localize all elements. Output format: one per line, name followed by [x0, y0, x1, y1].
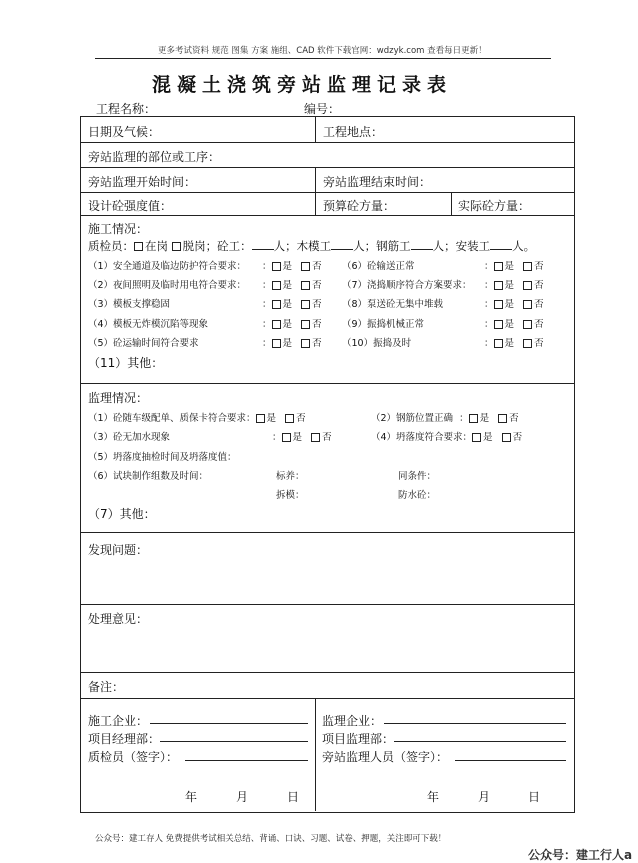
supervision-item-1: （1）砼随车级配单、质保卡符合要求： 是 否 — [88, 413, 306, 424]
checklist-left-checks: ： 是 否 — [262, 338, 322, 349]
checkbox-yes[interactable] — [282, 433, 291, 442]
checkbox-no[interactable] — [301, 281, 310, 290]
header-note: 更多考试资料 规范 图集 方案 施组、CAD 软件下载官网：wdzyk.com 查看每日更新！ — [158, 46, 487, 56]
checkbox-no[interactable] — [502, 433, 511, 442]
start-time-field: 旁站监理开始时间： — [88, 175, 197, 189]
end-time-field: 旁站监理结束时间： — [323, 175, 432, 189]
checkbox-no[interactable] — [523, 320, 532, 329]
checkbox-yes[interactable] — [472, 433, 481, 442]
project-name-label: 工程名称： — [96, 102, 157, 116]
checkbox-yes[interactable] — [494, 300, 503, 309]
header-divider — [95, 58, 551, 59]
checklist-left-checks: ： 是 否 — [262, 319, 322, 330]
checkbox-no[interactable] — [523, 262, 532, 271]
right-year: 年 — [427, 790, 440, 804]
checkbox-yes[interactable] — [272, 281, 281, 290]
standard-cure-label: 标养： — [276, 471, 305, 482]
checkbox-no[interactable] — [285, 414, 294, 423]
staff-line: 质检员： 在岗 脱岗；砼工： 人；木模工 人；钢筋工 人；安装工 人。 — [88, 239, 536, 253]
supervision-item-7: （7）其他： — [88, 507, 156, 521]
checklist-left-item: （2）夜间照明及临时用电符合要求： — [88, 280, 247, 291]
budget-volume-field: 预算砼方量： — [323, 199, 396, 213]
contractor-label: 施工企业： — [88, 714, 149, 728]
checklist-left-checks: ： 是 否 — [262, 280, 322, 291]
checkbox-yes[interactable] — [494, 320, 503, 329]
part-field: 旁站监理的部位或工序： — [88, 150, 221, 164]
checkbox-yes[interactable] — [494, 339, 503, 348]
checklist-left-item: （4）模板无炸模沉陷等现象 — [88, 319, 209, 330]
supervision-item-3-checks: ： 是 否 — [272, 432, 332, 443]
project-manager-label: 项目经理部： — [88, 732, 161, 746]
left-month: 月 — [236, 790, 249, 804]
checkbox-no[interactable] — [523, 281, 532, 290]
checkbox-no[interactable] — [523, 300, 532, 309]
checkbox-yes[interactable] — [256, 414, 265, 423]
project-dept-line — [394, 741, 566, 742]
on-duty-checkbox[interactable] — [134, 242, 143, 251]
checklist-right-checks: ： 是 否 — [484, 261, 544, 272]
checklist-right-item: （6）砼输送正常 — [342, 261, 415, 272]
checkbox-no[interactable] — [523, 339, 532, 348]
checklist-right-checks: ： 是 否 — [484, 338, 544, 349]
footer-note: 公众号：建工存人 免费提供考试相关总结、背诵、口诀、习题、试卷、押题，关注即可下载！ — [95, 834, 447, 844]
number-label: 编号： — [304, 102, 341, 116]
checklist-left-item: （1）安全通道及临边防护符合要求： — [88, 261, 247, 272]
strength-field: 设计砼强度值： — [88, 199, 173, 213]
record-table — [80, 116, 575, 813]
supervisor-sign-label: 旁站监理人员（签字）： — [322, 750, 449, 764]
off-duty-checkbox[interactable] — [172, 242, 181, 251]
checkbox-yes[interactable] — [469, 414, 478, 423]
checkbox-yes[interactable] — [272, 320, 281, 329]
date-weather-field: 日期及气候： — [88, 125, 161, 139]
checklist-right-item: （10）振捣及时 — [342, 338, 412, 349]
checklist-right-checks: ： 是 否 — [484, 280, 544, 291]
construction-other: （11）其他： — [88, 356, 164, 370]
issues-label: 发现问题： — [88, 543, 149, 557]
checklist-left-checks: ： 是 否 — [262, 299, 322, 310]
supervision-item-5: （5）坍落度抽检时间及坍落度值： — [88, 452, 237, 463]
checkbox-yes[interactable] — [272, 262, 281, 271]
waterproof-label: 防水砼： — [398, 490, 437, 501]
checkbox-no[interactable] — [301, 262, 310, 271]
supervisor-sign-line — [455, 760, 566, 761]
demold-label: 拆模： — [276, 490, 305, 501]
supervision-item-4: （4）坍落度符合要求： 是 否 — [371, 432, 523, 443]
construction-heading: 施工情况： — [88, 222, 149, 236]
checklist-left-checks: ： 是 否 — [262, 261, 322, 272]
form-title: 混凝土浇筑旁站监理记录表 — [152, 74, 453, 96]
supervision-item-6: （6）试块制作组数及时间： — [88, 471, 209, 482]
checkbox-no[interactable] — [498, 414, 507, 423]
checkbox-yes[interactable] — [272, 300, 281, 309]
checkbox-no[interactable] — [311, 433, 320, 442]
watermark: 公众号：建工行人a — [528, 848, 633, 862]
supervision-item-3: （3）砼无加水现象 — [88, 432, 171, 443]
checklist-right-checks: ： 是 否 — [484, 299, 544, 310]
left-day: 日 — [287, 790, 300, 804]
right-day: 日 — [528, 790, 541, 804]
checklist-right-checks: ： 是 否 — [484, 319, 544, 330]
checklist-right-item: （9）振捣机械正常 — [342, 319, 425, 330]
left-year: 年 — [185, 790, 198, 804]
project-manager-line — [160, 741, 308, 742]
checkbox-no[interactable] — [301, 339, 310, 348]
checklist-left-item: （5）砼运输时间符合要求 — [88, 338, 199, 349]
opinion-label: 处理意见： — [88, 612, 149, 626]
checkbox-yes[interactable] — [494, 262, 503, 271]
supervision-heading: 监理情况： — [88, 391, 149, 405]
same-condition-label: 同条件： — [398, 471, 437, 482]
location-field: 工程地点： — [323, 125, 384, 139]
checklist-right-item: （7）浇捣顺序符合方案要求： — [342, 280, 472, 291]
checklist-left-item: （3）模板支撑稳固 — [88, 299, 171, 310]
checklist-right-item: （8）泵送砼无集中堆载 — [342, 299, 444, 310]
supervisor-company-label: 监理企业： — [322, 714, 383, 728]
checkbox-yes[interactable] — [272, 339, 281, 348]
checkbox-yes[interactable] — [494, 281, 503, 290]
supervisor-company-line — [384, 723, 566, 724]
contractor-line — [150, 723, 308, 724]
checkbox-no[interactable] — [301, 300, 310, 309]
project-dept-label: 项目监理部： — [322, 732, 395, 746]
inspector-sign-label: 质检员（签字）： — [88, 750, 179, 764]
actual-volume-field: 实际砼方量： — [458, 199, 531, 213]
supervision-item-2: （2）钢筋位置正确 ： 是 否 — [371, 413, 519, 424]
remarks-label: 备注： — [88, 680, 125, 694]
checkbox-no[interactable] — [301, 320, 310, 329]
right-month: 月 — [478, 790, 491, 804]
inspector-sign-line — [185, 760, 308, 761]
